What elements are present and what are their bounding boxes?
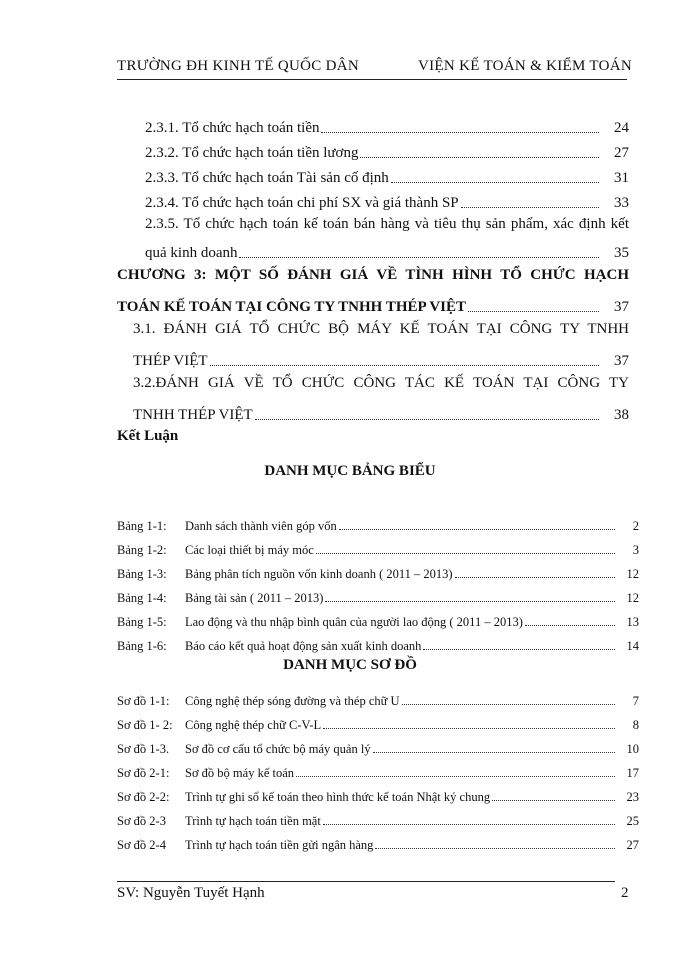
dot-leader xyxy=(323,823,615,825)
dot-leader xyxy=(373,751,615,753)
dot-leader xyxy=(255,418,599,420)
diagram-label: Sơ đồ 1-1: xyxy=(117,694,170,708)
diagram-label: Sơ đồ 1-3. xyxy=(117,742,170,756)
table-label: Bảng 1-5: xyxy=(117,615,167,629)
table-page: 3 xyxy=(632,543,639,557)
diagram-page: 23 xyxy=(626,790,639,804)
diagram-page: 25 xyxy=(626,814,639,828)
footer-page-number: 2 xyxy=(621,885,629,901)
toc-item[interactable] xyxy=(117,187,629,212)
table-list-item[interactable] xyxy=(117,534,639,558)
diagram-page: 27 xyxy=(626,838,639,852)
dot-leader xyxy=(468,310,599,312)
diagram-label: Sơ đồ 2-4 xyxy=(117,838,166,852)
table-of-contents xyxy=(117,112,629,449)
toc-item-page: 27 xyxy=(614,145,629,161)
table-label: Bảng 1-6: xyxy=(117,639,167,653)
table-list-item[interactable] xyxy=(117,558,639,582)
table-label: Bảng 1-2: xyxy=(117,543,167,557)
toc-item-page: 33 xyxy=(614,195,629,211)
conclusion[interactable]: Kết Luận xyxy=(117,428,179,444)
table-list-item[interactable] xyxy=(117,606,639,630)
table-page: 14 xyxy=(626,639,639,653)
header-rule xyxy=(117,79,627,80)
dot-leader xyxy=(423,648,615,650)
dot-leader xyxy=(321,131,599,133)
diagrams-list-title: DANH MỤC SƠ ĐỒ xyxy=(283,657,417,673)
toc-item-page: 24 xyxy=(614,120,629,136)
table-list-item[interactable] xyxy=(117,630,639,654)
toc-item-page: 35 xyxy=(614,245,629,261)
header-institute: VIỆN KẾ TOÁN & KIỂM TOÁN xyxy=(418,58,632,74)
section-3-1-line2: THÉP VIỆT xyxy=(133,353,208,369)
toc-item-label: 2.3.1. Tổ chức hạch toán tiền xyxy=(145,120,320,136)
dot-leader xyxy=(391,181,599,183)
section-3-1-page: 37 xyxy=(614,353,629,369)
table-page: 2 xyxy=(632,519,639,533)
footer-rule xyxy=(117,881,615,882)
diagrams-list xyxy=(117,685,639,853)
chapter-3-line2: TOÁN KẾ TOÁN TẠI CÔNG TY TNHH THÉP VIỆT xyxy=(117,299,466,315)
section-3-1[interactable] xyxy=(117,343,629,370)
diagram-page: 17 xyxy=(626,766,639,780)
diagram-caption: Sơ đồ cơ cấu tổ chức bộ máy quản lý xyxy=(185,742,371,756)
diagram-caption: Trình tự hạch toán tiền mặt xyxy=(185,814,321,828)
table-label: Bảng 1-3: xyxy=(117,567,167,581)
diagram-list-item[interactable] xyxy=(117,733,639,757)
dot-leader xyxy=(492,799,615,801)
table-page: 13 xyxy=(626,615,639,629)
dot-leader xyxy=(461,206,599,208)
table-label: Bảng 1-4: xyxy=(117,591,167,605)
diagram-list-item[interactable] xyxy=(117,805,639,829)
diagram-list-item[interactable] xyxy=(117,757,639,781)
diagram-caption: Công nghệ thép sóng đường và thép chữ U xyxy=(185,694,400,708)
table-caption: Lao động và thu nhập bình quân của người lao động ( 2011 – 2013) xyxy=(185,615,523,629)
toc-item[interactable] xyxy=(117,137,629,162)
dot-leader xyxy=(323,727,615,729)
diagram-caption: Trình tự ghi sổ kế toán theo hình thức kế toán Nhật ký chung xyxy=(185,790,491,804)
toc-item[interactable] xyxy=(117,237,629,262)
table-caption: Bảng tài sản ( 2011 – 2013) xyxy=(185,591,324,605)
diagram-page: 10 xyxy=(626,742,639,756)
table-label: Bảng 1-1: xyxy=(117,519,167,533)
chapter-3[interactable] xyxy=(117,289,629,316)
diagram-page: 7 xyxy=(632,694,639,708)
dot-leader xyxy=(525,624,615,626)
dot-leader xyxy=(339,528,615,530)
diagram-list-item[interactable] xyxy=(117,829,639,853)
diagram-label: Sơ đồ 2-1: xyxy=(117,766,170,780)
diagram-caption: Sơ đồ bộ máy kế toán xyxy=(185,766,295,780)
dot-leader xyxy=(210,364,599,366)
table-page: 12 xyxy=(626,567,639,581)
chapter-3-page: 37 xyxy=(614,299,629,315)
section-3-2-line1[interactable]: 3.2.ĐÁNH GIÁ VỀ TỔ CHỨC CÔNG TÁC KẾ TOÁN TẠI CÔNG TY xyxy=(133,375,629,391)
diagram-list-item[interactable] xyxy=(117,685,639,709)
table-caption: Báo cáo kết quả hoạt động sản xuất kinh doanh xyxy=(185,639,422,653)
dot-leader xyxy=(455,576,615,578)
toc-item[interactable] xyxy=(117,162,629,187)
footer-student: SV: Nguyễn Tuyết Hạnh xyxy=(117,885,265,901)
dot-leader xyxy=(296,775,615,777)
table-caption: Các loại thiết bị máy móc xyxy=(185,543,314,557)
table-list-item[interactable] xyxy=(117,510,639,534)
toc-item-label: 2.3.3. Tổ chức hạch toán Tài sản cố định xyxy=(145,170,389,186)
diagram-label: Sơ đồ 2-3 xyxy=(117,814,166,828)
dot-leader xyxy=(316,552,615,554)
toc-item-5-line1[interactable]: 2.3.5. Tổ chức hạch toán kế toán bán hàng và tiêu thụ sản phẩm, xác định kết xyxy=(145,216,629,232)
diagram-page: 8 xyxy=(632,718,639,732)
dot-leader xyxy=(325,600,615,602)
tables-list xyxy=(117,510,639,654)
table-caption: Danh sách thành viên góp vốn xyxy=(185,519,337,533)
toc-item-label: 2.3.4. Tổ chức hạch toán chi phí SX và giá thành SP xyxy=(145,195,459,211)
toc-item-label: 2.3.2. Tổ chức hạch toán tiền lương xyxy=(145,145,359,161)
diagram-label: Sơ đồ 2-2: xyxy=(117,790,170,804)
section-3-2-line2: TNHH THÉP VIỆT xyxy=(133,407,253,423)
table-list-item[interactable] xyxy=(117,582,639,606)
chapter-3-line1[interactable]: CHƯƠNG 3: MỘT SỐ ĐÁNH GIÁ VỀ TÌNH HÌNH TỔ CHỨC HẠCH xyxy=(117,267,629,283)
tables-list-title: DANH MỤC BẢNG BIỂU xyxy=(264,463,436,479)
section-3-1-line1[interactable]: 3.1. ĐÁNH GIÁ TỔ CHỨC BỘ MÁY KẾ TOÁN TẠI CÔNG TY TNHH xyxy=(133,321,629,337)
section-3-2-page: 38 xyxy=(614,407,629,423)
toc-item[interactable] xyxy=(117,112,629,137)
dot-leader xyxy=(239,256,599,258)
table-page: 12 xyxy=(626,591,639,605)
dot-leader xyxy=(360,156,599,158)
diagram-caption: Công nghệ thép chữ C-V-L xyxy=(185,718,322,732)
toc-item-page: 31 xyxy=(614,170,629,186)
diagram-list-item[interactable] xyxy=(117,781,639,805)
dot-leader xyxy=(375,847,615,849)
toc-item-label: quả kinh doanh xyxy=(145,245,238,261)
section-3-2[interactable] xyxy=(117,397,629,424)
diagram-list-item[interactable] xyxy=(117,709,639,733)
header-school: TRƯỜNG ĐH KINH TẾ QUỐC DÂN xyxy=(117,58,360,74)
dot-leader xyxy=(402,703,615,705)
table-caption: Bảng phân tích nguồn vốn kinh doanh ( 2011 – 2013) xyxy=(185,567,453,581)
diagram-label: Sơ đồ 1- 2: xyxy=(117,718,173,732)
diagram-caption: Trình tự hạch toán tiền gửi ngân hàng xyxy=(185,838,374,852)
